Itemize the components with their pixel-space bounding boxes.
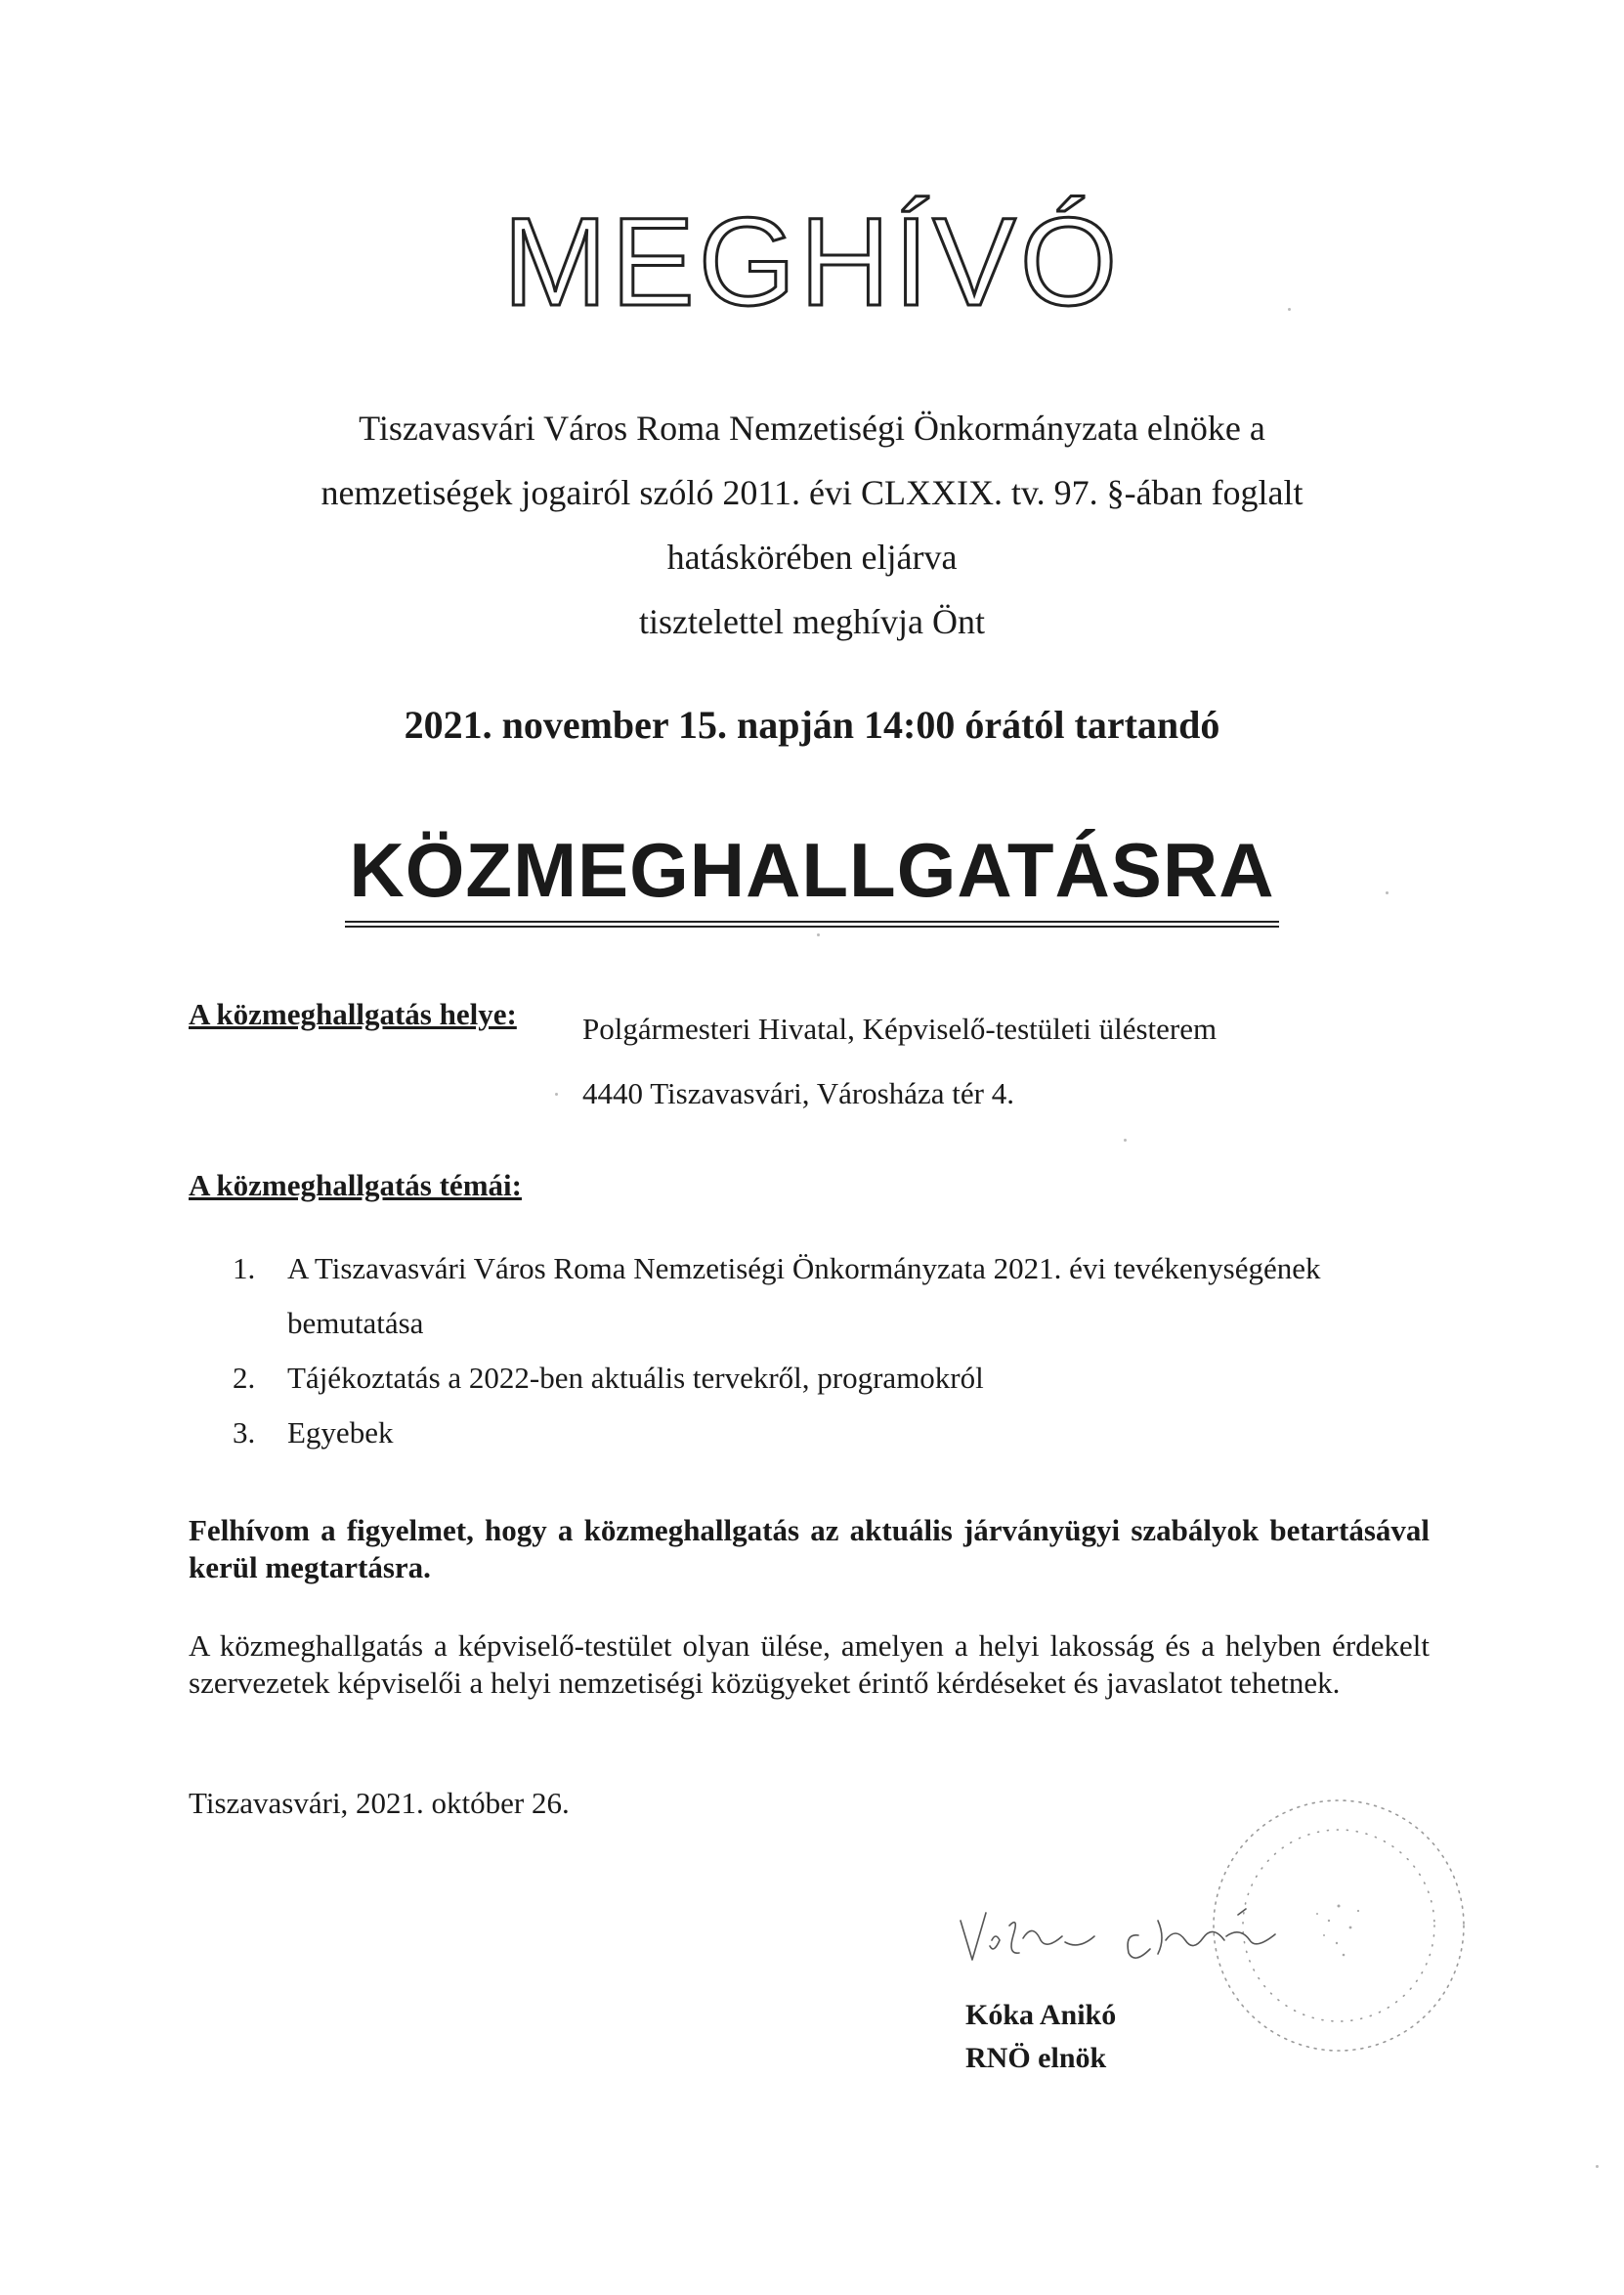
list-item-number: 3. [233, 1415, 256, 1450]
intro-paragraph [0, 396, 1624, 654]
intro-line: Tiszavasvári Város Roma Nemzetiségi Önkormányzata elnöke a [359, 409, 1265, 448]
scan-speck [1288, 308, 1291, 311]
list-item [233, 1406, 1444, 1460]
event-heading [0, 823, 1624, 928]
topics-label: A közmeghallgatás témái: [189, 1168, 522, 1202]
handwritten-signature [953, 1891, 1295, 1984]
venue-label: A közmeghallgatás helye: [189, 997, 517, 1031]
list-item-text: Egyebek [287, 1415, 394, 1450]
intro-line: hatáskörében eljárva [666, 538, 958, 577]
scan-speck [1124, 1139, 1127, 1142]
notice-paragraph: Felhívom a figyelmet, hogy a közmeghallgatás az aktuális járványügyi szabályok betartásával kerül megtartásra. [189, 1513, 1430, 1584]
signer-block [965, 1994, 1116, 2080]
list-item-text: A Tiszavasvári Város Roma Nemzetiségi Önkormányzata 2021. évi tevékenységének bemutatása [287, 1251, 1321, 1340]
topics-list [233, 1241, 1444, 1460]
place-and-date: Tiszavasvári, 2021. október 26. [189, 1786, 570, 1820]
list-item [233, 1351, 1444, 1406]
list-item-number: 2. [233, 1361, 256, 1395]
event-title: KÖZMEGHALLGATÁSRA [345, 823, 1278, 928]
scan-speck [555, 1093, 558, 1096]
event-date: 2021. november 15. napján 14:00 órától tartandó [404, 703, 1220, 747]
intro-line: tisztelettel meghívja Önt [639, 602, 985, 641]
list-item-text: Tájékoztatás a 2022-ben aktuális tervekről, programokról [287, 1361, 984, 1395]
venue-line: 4440 Tiszavasvári, Városháza tér 4. [582, 1076, 1014, 1110]
signer-name: Kóka Anikó [965, 1999, 1117, 2031]
scan-speck [1386, 891, 1389, 894]
description-paragraph: A közmeghallgatás a képviselő-testület olyan ülése, amelyen a helyi lakosság és a helyben érdekelt szervezetek képviselői a helyi nemzetiségi közügyeket érintő kérdéseket és javaslatot tehetnek. [189, 1628, 1430, 1700]
scan-speck [1596, 2165, 1599, 2168]
venue-address [582, 997, 1217, 1126]
document-title: MEGHÍVÓ [502, 193, 1122, 332]
scan-speck [817, 933, 820, 936]
intro-line: nemzetiségek jogairól szóló 2011. évi CLXXIX. tv. 97. §-ában foglalt [321, 473, 1303, 512]
signer-role: RNÖ elnök [965, 2042, 1107, 2074]
venue-line: Polgármesteri Hivatal, Képviselő-testületi ülésterem [582, 1012, 1218, 1046]
list-item [233, 1241, 1444, 1351]
list-item-number: 1. [233, 1251, 256, 1285]
